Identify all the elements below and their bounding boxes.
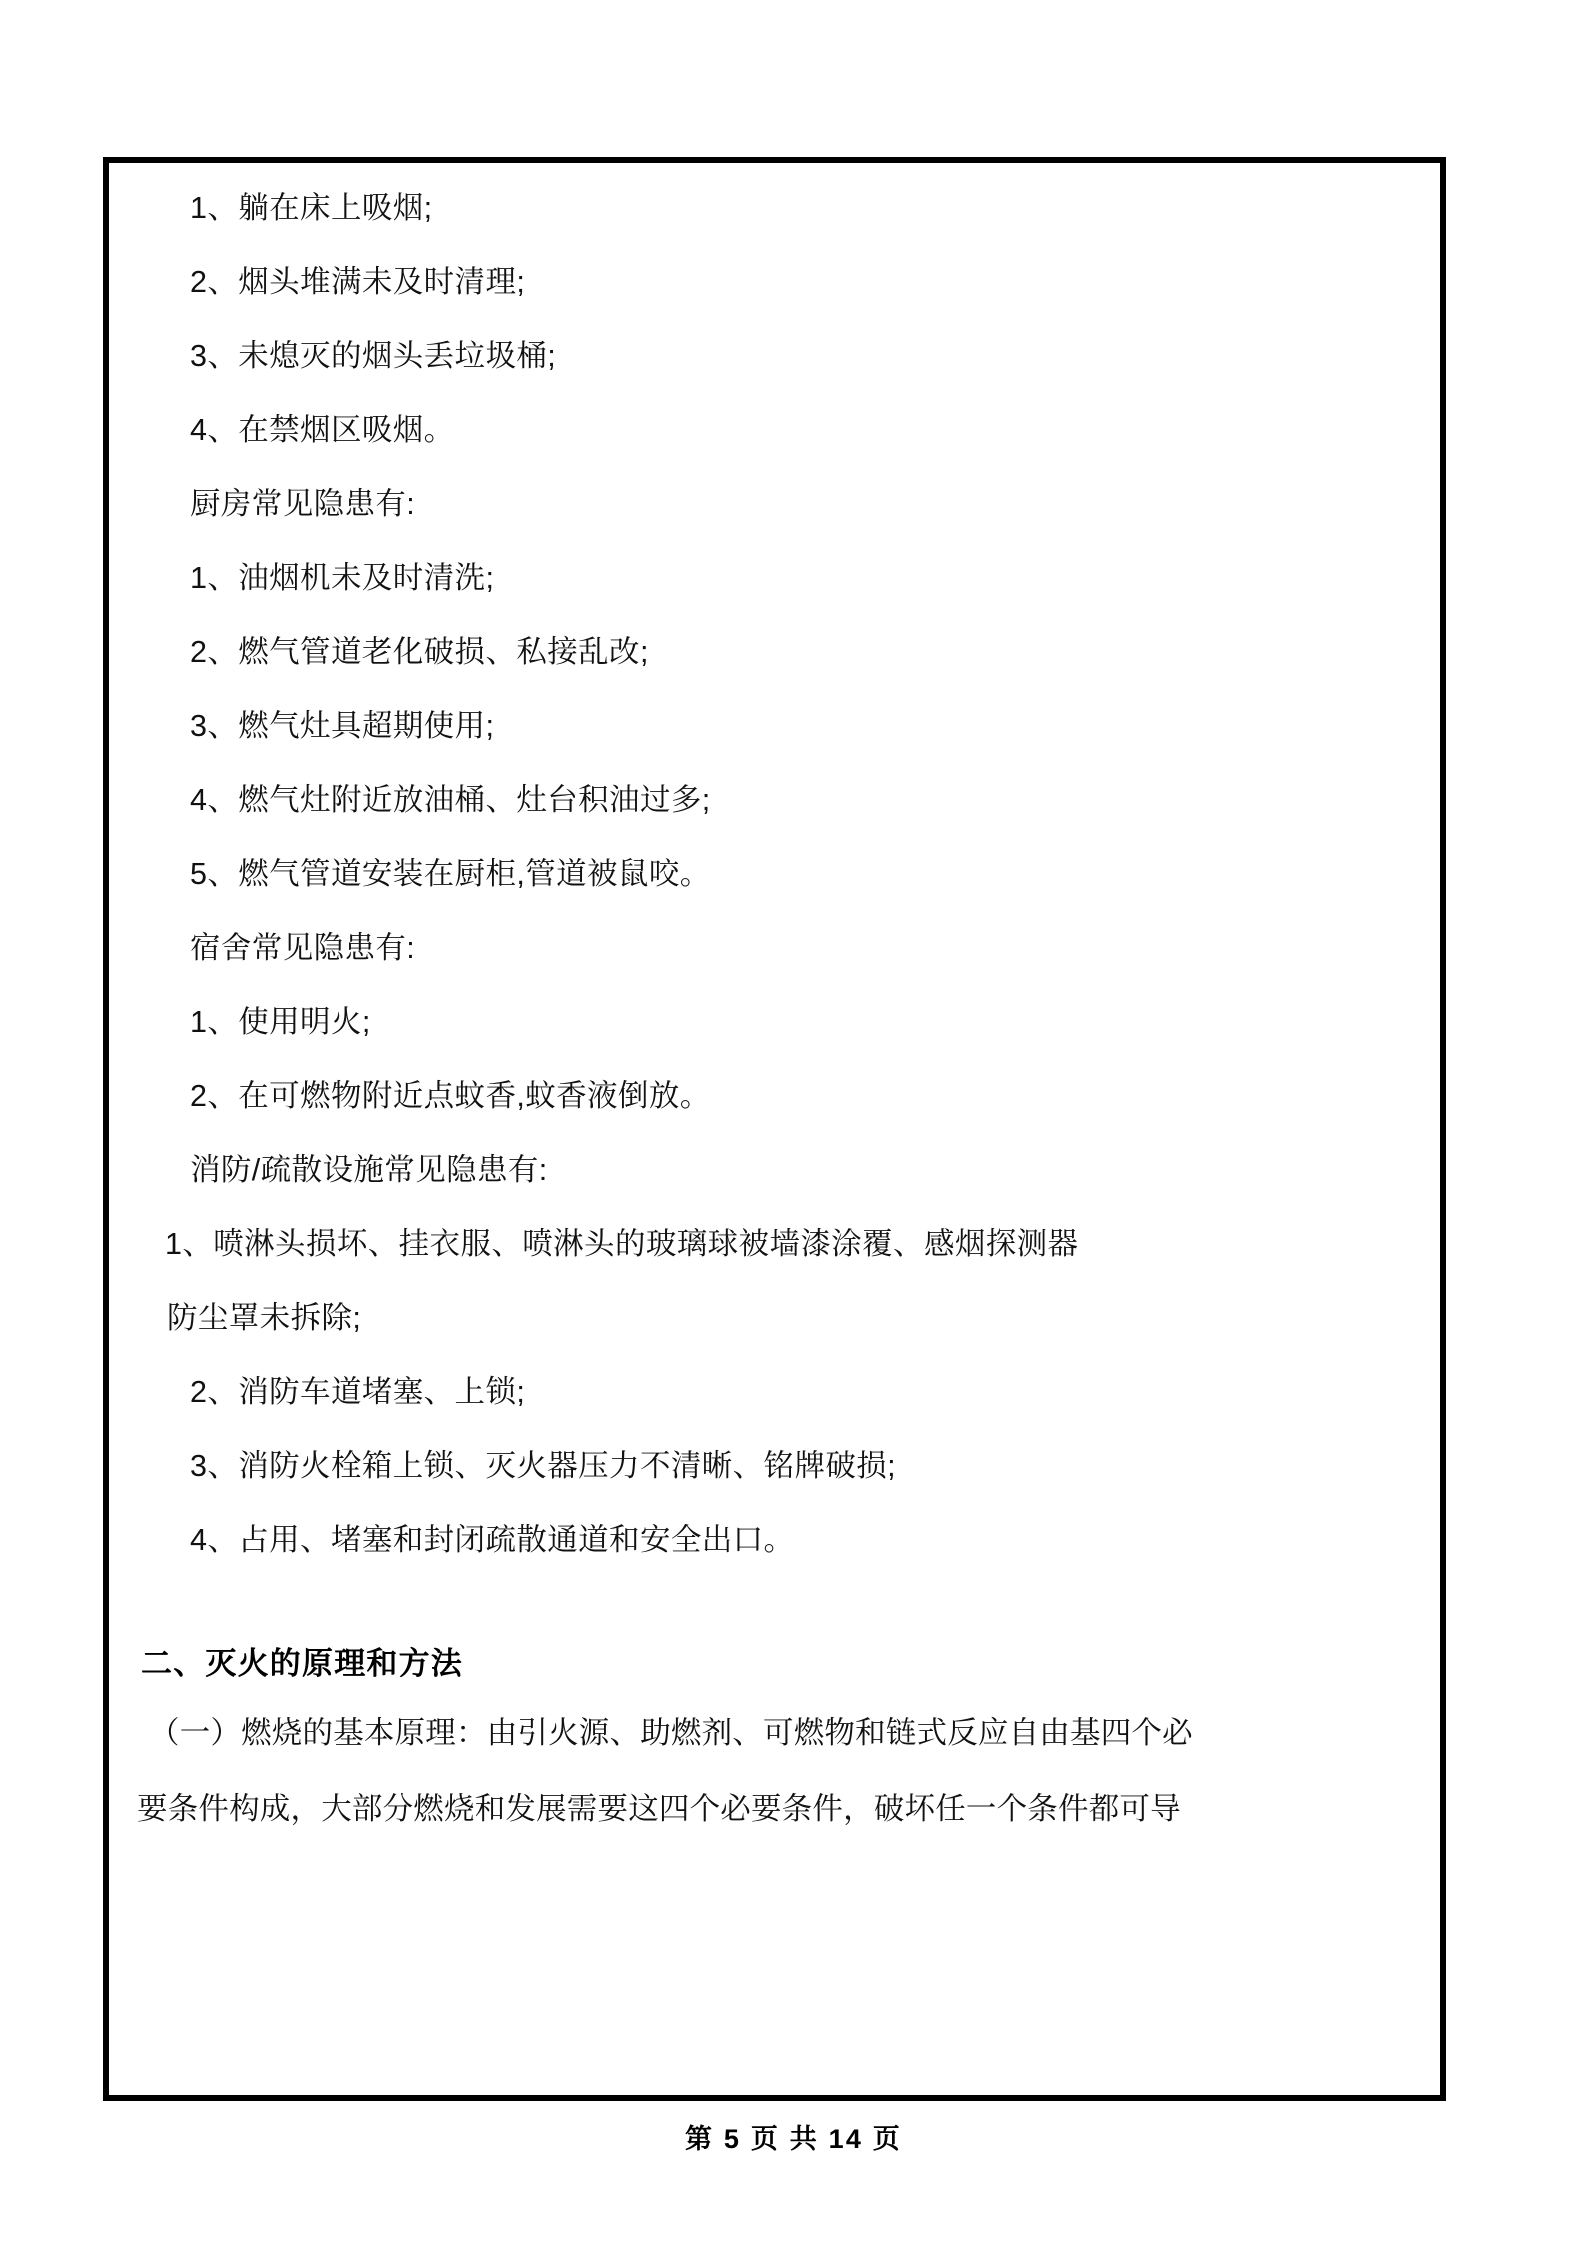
list-item: 5、燃气管道安装在厨柜,管道被鼠咬。 — [190, 857, 711, 891]
section-heading-two: 二、灭火的原理和方法 — [141, 1646, 463, 1681]
list-item: 1、躺在床上吸烟; — [190, 191, 433, 225]
list-item-continuation: 防尘罩未拆除; — [167, 1301, 362, 1335]
list-item: 2、燃气管道老化破损、私接乱改; — [190, 635, 649, 669]
list-item: 4、占用、堵塞和封闭疏散通道和安全出口。 — [190, 1523, 795, 1557]
paragraph-line: （一）燃烧的基本原理：由引火源、助燃剂、可燃物和链式反应自由基四个必 — [149, 1716, 1193, 1750]
page-footer: 第 5 页 共 14 页 — [685, 2124, 902, 2154]
section-heading-fire-facilities: 消防/疏散设施常见隐患有: — [190, 1153, 548, 1187]
content-body — [109, 163, 1440, 2095]
list-item: 2、在可燃物附近点蚊香,蚊香液倒放。 — [190, 1079, 711, 1113]
list-item: 1、使用明火; — [190, 1005, 371, 1039]
section-spacer — [137, 1577, 1412, 1633]
list-item: 1、喷淋头损坏、挂衣服、喷淋头的玻璃球被墙漆涂覆、感烟探测器 — [165, 1227, 1079, 1261]
list-item: 2、消防车道堵塞、上锁; — [190, 1375, 526, 1409]
paragraph-line: 要条件构成，大部分燃烧和发展需要这四个必要条件，破坏任一个条件都可导 — [137, 1792, 1181, 1826]
list-item: 2、烟头堆满未及时清理; — [190, 265, 526, 299]
list-item: 3、消防火栓箱上锁、灭火器压力不清晰、铭牌破损; — [190, 1449, 897, 1483]
section-heading-kitchen: 厨房常见隐患有: — [190, 487, 416, 521]
list-item: 4、燃气灶附近放油桶、灶台积油过多; — [190, 783, 711, 817]
list-item: 3、未熄灭的烟头丢垃圾桶; — [190, 339, 557, 373]
list-item: 4、在禁烟区吸烟。 — [190, 413, 455, 447]
content-frame — [103, 157, 1446, 2101]
list-item: 3、燃气灶具超期使用; — [190, 709, 495, 743]
section-heading-dormitory: 宿舍常见隐患有: — [190, 931, 416, 965]
list-item: 1、油烟机未及时清洗; — [190, 561, 495, 595]
